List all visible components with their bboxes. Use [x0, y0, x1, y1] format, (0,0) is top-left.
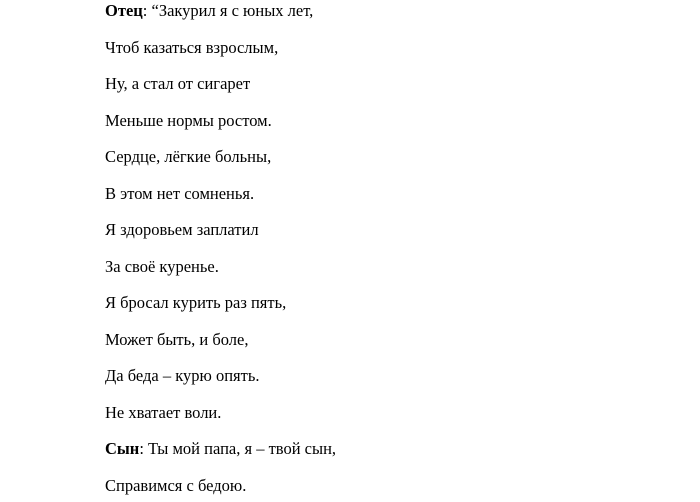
line-text: Может быть, и боле,: [105, 330, 249, 349]
poem-line: [105, 1, 313, 21]
line-text: Я бросал курить раз пять,: [105, 293, 287, 312]
poem-line: [105, 366, 259, 386]
line-text: Меньше нормы ростом.: [105, 111, 272, 130]
poem-line: [105, 257, 219, 277]
line-text: Не хватает воли.: [105, 403, 222, 422]
poem-line: [105, 184, 254, 204]
line-text: Я здоровьем заплатил: [105, 220, 259, 239]
line-text: : “Закурил я с юных лет,: [142, 1, 314, 20]
speaker-name: Отец: [105, 1, 143, 20]
line-text: Да беда – курю опять.: [105, 366, 260, 385]
line-text: В этом нет сомненья.: [105, 184, 255, 203]
line-text: Справимся с бедою.: [105, 476, 247, 495]
poem-line: [105, 147, 271, 167]
poem-line: [105, 111, 272, 131]
line-text: Сердце, лёгкие больны,: [105, 147, 272, 166]
document-page: [105, 0, 700, 502]
poem-line: [105, 74, 250, 94]
poem-line: [105, 38, 278, 58]
poem-line: [105, 476, 246, 496]
line-text: Ну, а стал от сигарет: [105, 74, 251, 93]
line-text: За своё куренье.: [105, 257, 219, 276]
speaker-name: Сын: [105, 439, 140, 458]
poem-line: [105, 220, 259, 240]
line-text: : Ты мой папа, я – твой сын,: [139, 439, 337, 458]
poem-line: [105, 330, 248, 350]
poem-line: [105, 403, 221, 423]
line-text: Чтоб казаться взрослым,: [105, 38, 279, 57]
poem-line: [105, 293, 286, 313]
poem-line: [105, 439, 336, 459]
